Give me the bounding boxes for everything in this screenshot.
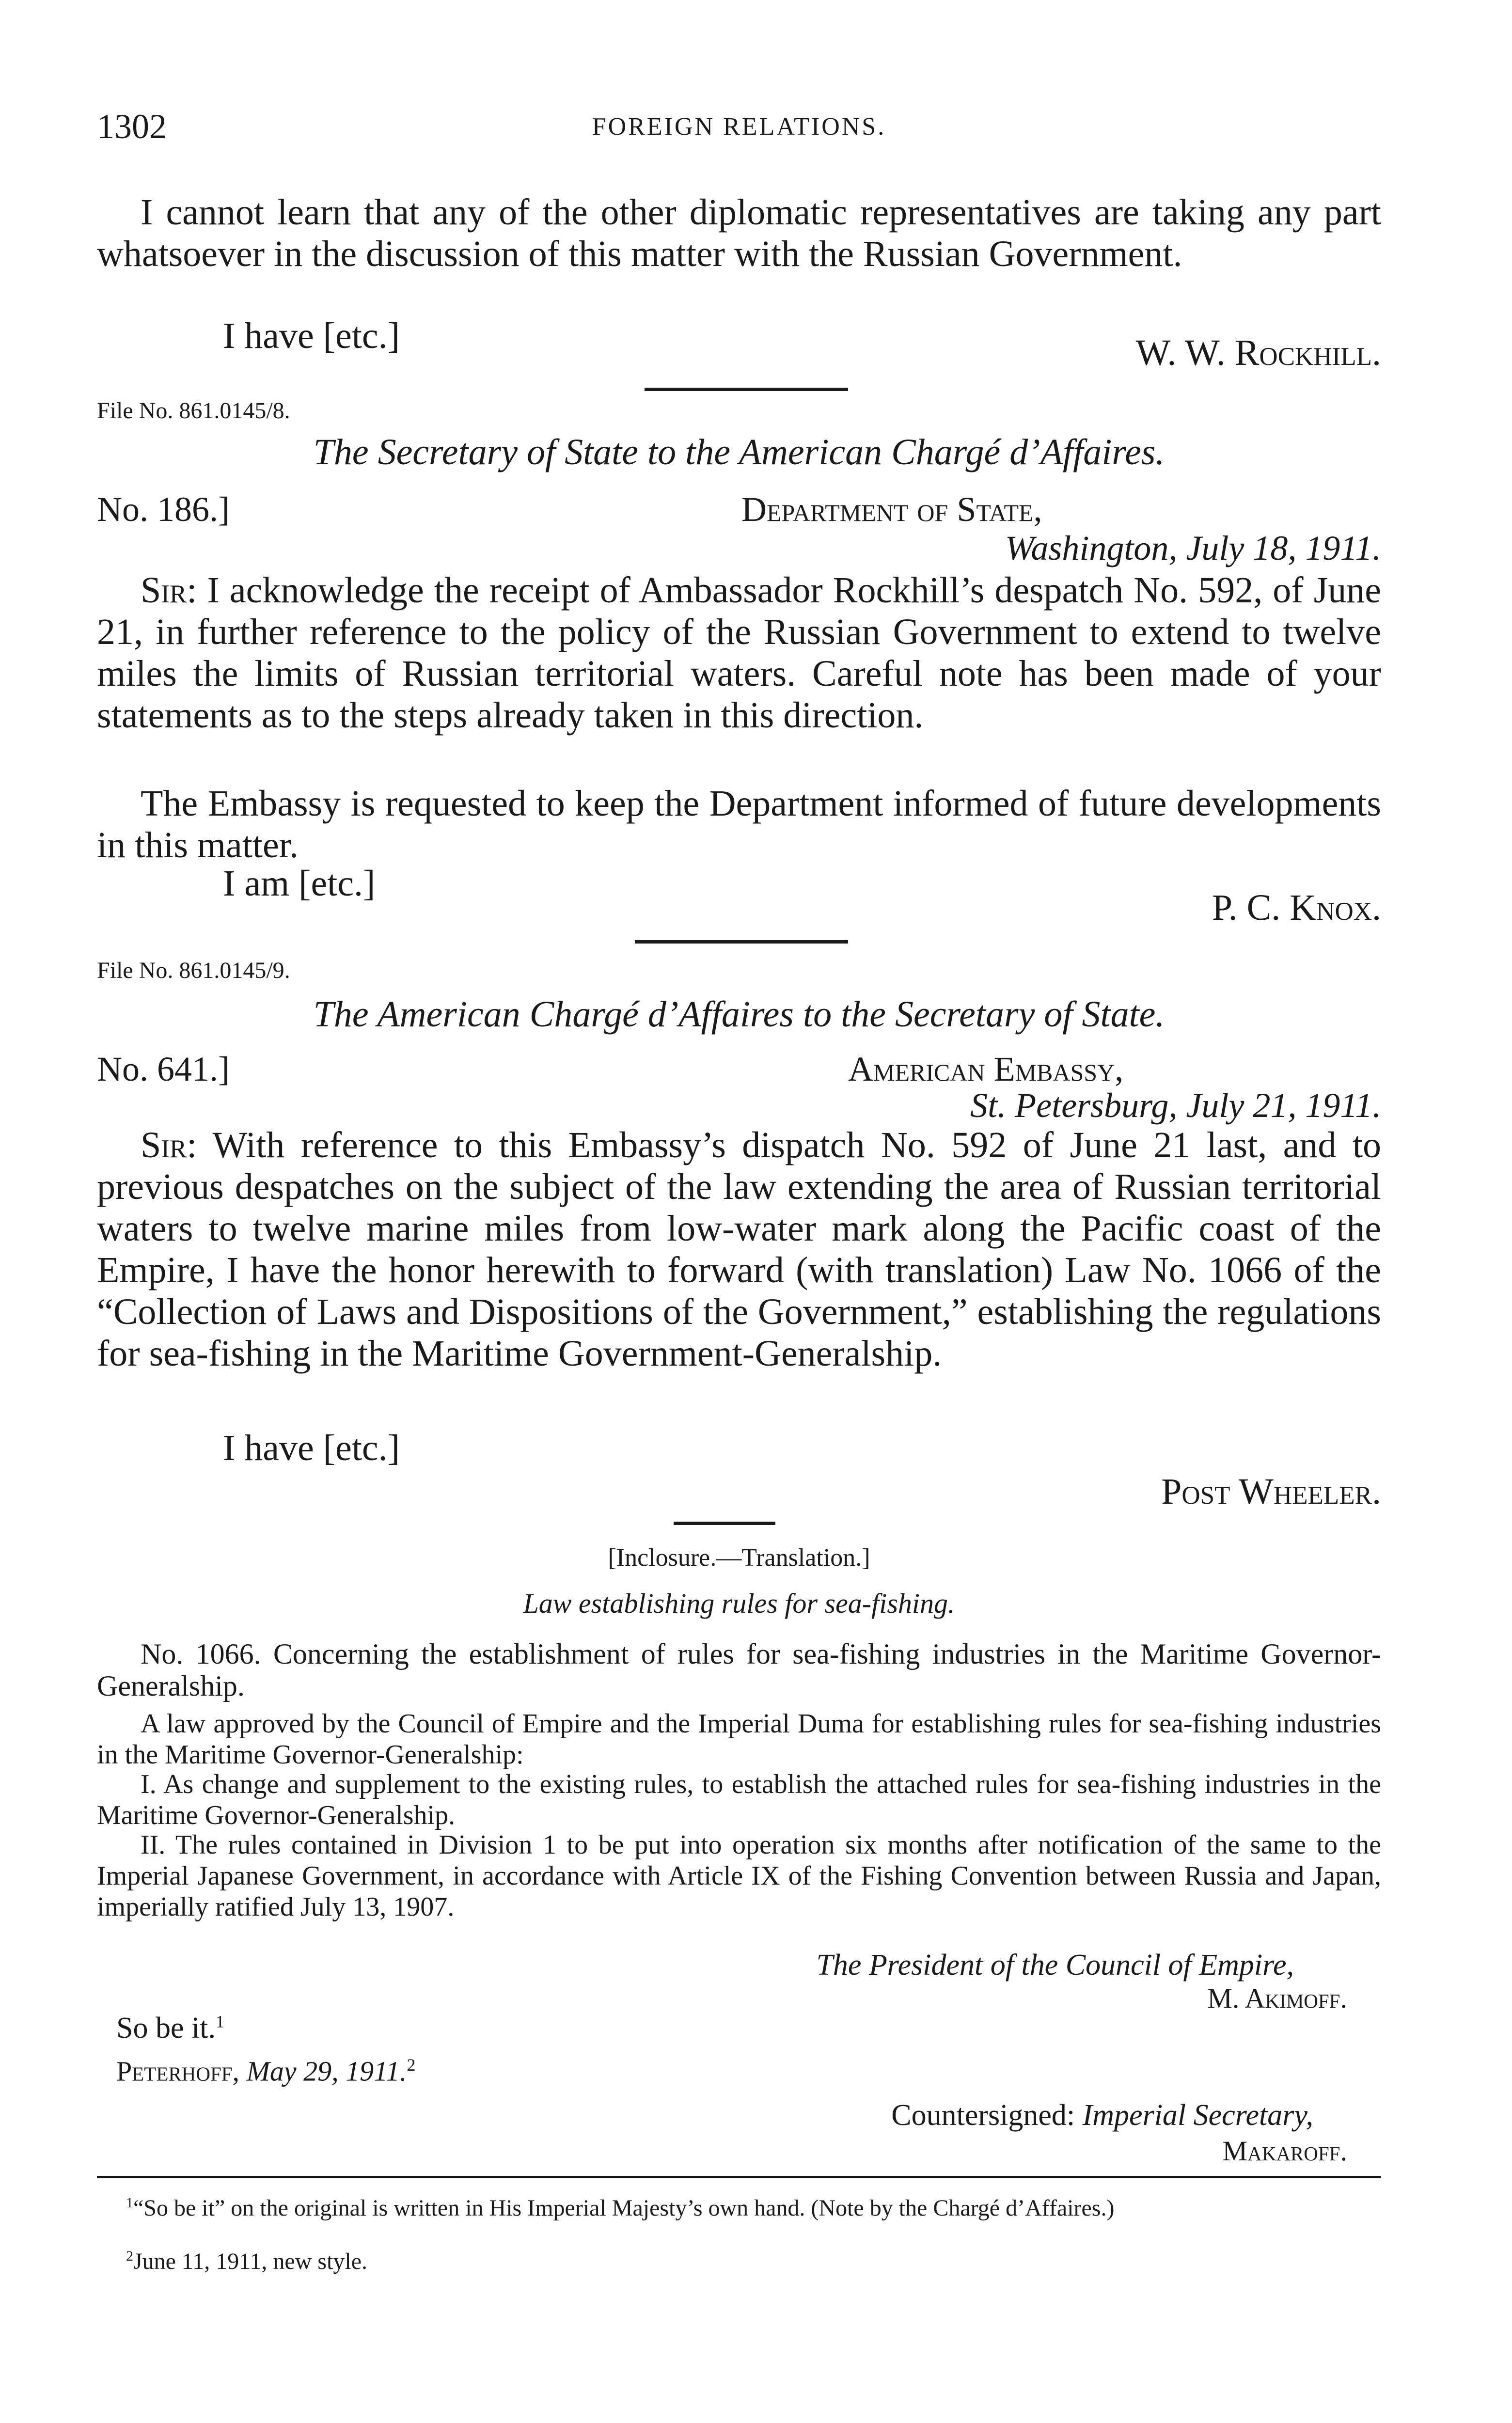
date: May 29, 1911. (246, 2055, 407, 2087)
footnote-mark: 2 (126, 2248, 133, 2264)
doc2-para2: The Embassy is requested to keep the Department informed of future developments in this matter. (97, 783, 1381, 865)
document-heading: The American Chargé d’Affaires to the Secretary of State. (313, 994, 1165, 1035)
place: Peterhoff, (116, 2055, 240, 2087)
doc2-closing: I am [etc.] (223, 863, 376, 904)
law-clause-ii: II. The rules contained in Division 1 to be put into operation six months after notification of the same to the Imperial Japanese Government, in accordance with Article IX of the Fishing Convention between Russia and Japan, imperially ratified July 13, 1907. (97, 1830, 1381, 1922)
footnote-text: June 11, 1911, new style. (133, 2249, 368, 2274)
file-number: File No. 861.0145/9. (97, 958, 290, 983)
letter1-body: I cannot learn that any of the other diplomatic representatives are taking any part whatsoever in the discussion of this matter with the Russian Government. (97, 192, 1381, 274)
doc3-closing: I have [etc.] (223, 1428, 400, 1468)
countersigned-line (891, 2098, 1313, 2133)
law-clause-i: I. As change and supplement to the existing rules, to establish the attached rules for sea-fishing industries in the Maritime Governor-Generalship. (97, 1769, 1381, 1830)
separator-rule (674, 1522, 775, 1525)
place-date (116, 2055, 415, 2087)
countersigned-label: Countersigned: (891, 2099, 1075, 2132)
document-heading: The Secretary of State to the American Chargé d’Affaires. (313, 432, 1165, 472)
doc2-signature: P. C. Knox. (1212, 887, 1381, 928)
separator-rule (645, 388, 848, 391)
countersigned-name: Makaroff. (1222, 2135, 1347, 2167)
paragraph-text: I acknowledge the receipt of Ambassador Rockhill’s despatch No. 592, of June 21, in further reference to the policy of the Russian Government to extend to twelve miles the limits of Russian territorial waters. Careful note has been made of your statements as to the steps already taken in this direction. (97, 570, 1381, 736)
doc3-para1 (97, 1124, 1381, 1374)
countersigned-title: Imperial Secretary, (1082, 2099, 1313, 2132)
despatch-number: No. 641.] (97, 1050, 230, 1088)
salutation: Sir: (141, 570, 197, 611)
letter1-closing: I have [etc.] (223, 315, 400, 356)
page-header (97, 107, 1381, 165)
sender-place: Department of State, (741, 490, 1042, 529)
letter1-signature: W. W. Rockhill. (1135, 332, 1381, 373)
inclosure-label: [Inclosure.—Translation.] (608, 1544, 870, 1572)
president-name: M. Akimoff. (1207, 1982, 1347, 2014)
so-be-it (116, 2011, 224, 2045)
footnote-mark: 1 (126, 2195, 133, 2211)
doc3-signature: Post Wheeler. (1161, 1471, 1381, 1512)
running-title: FOREIGN RELATIONS. (592, 113, 886, 141)
footnote-ref: 2 (407, 2055, 416, 2075)
salutation: Sir: (141, 1125, 197, 1165)
footnote-rule (97, 2176, 1381, 2178)
footnote-text: “So be it” on the original is written in His Imperial Majesty’s own hand. (Note by the Chargé d’Affaires.) (133, 2195, 1115, 2221)
inclosure-title: Law establishing rules for sea-fishing. (523, 1588, 955, 1619)
sender-place: American Embassy, (848, 1050, 1124, 1088)
footnote-ref: 1 (215, 2012, 224, 2031)
footnote-2 (126, 2244, 367, 2274)
page-number: 1302 (97, 107, 167, 146)
separator-rule (635, 940, 848, 944)
law-approval-paragraph: A law approved by the Council of Empire and the Imperial Duma for establishing rules for sea-fishing industries in the Maritime Governor-Generalship: (97, 1709, 1381, 1770)
so-be-it-text: So be it. (116, 2012, 216, 2045)
law-number-paragraph: No. 1066. Concerning the establishment of rules for sea-fishing industries in the Maritime Governor-Generalship. (97, 1638, 1381, 1702)
footnote-1 (97, 2190, 1381, 2221)
paragraph-text: With reference to this Embassy’s dispatch No. 592 of June 21 last, and to previous despatches on the subject of the law extending the area of Russian territorial waters to twelve marine miles from low-water mark along the Pacific coast of the Empire, I have the honor herewith to forward (with translation) Law No. 1066 of the “Collection of Laws and Dispositions of the Government,” establishing the regulations for sea-fishing in the Maritime Government-Generalship. (97, 1125, 1381, 1374)
sender-date: St. Petersburg, July 21, 1911. (970, 1086, 1381, 1125)
despatch-number: No. 186.] (97, 490, 230, 529)
president-title: The President of the Council of Empire, (816, 1949, 1294, 1982)
sender-date: Washington, July 18, 1911. (1005, 529, 1381, 567)
doc2-para1 (97, 569, 1381, 736)
file-number: File No. 861.0145/8. (97, 398, 290, 424)
